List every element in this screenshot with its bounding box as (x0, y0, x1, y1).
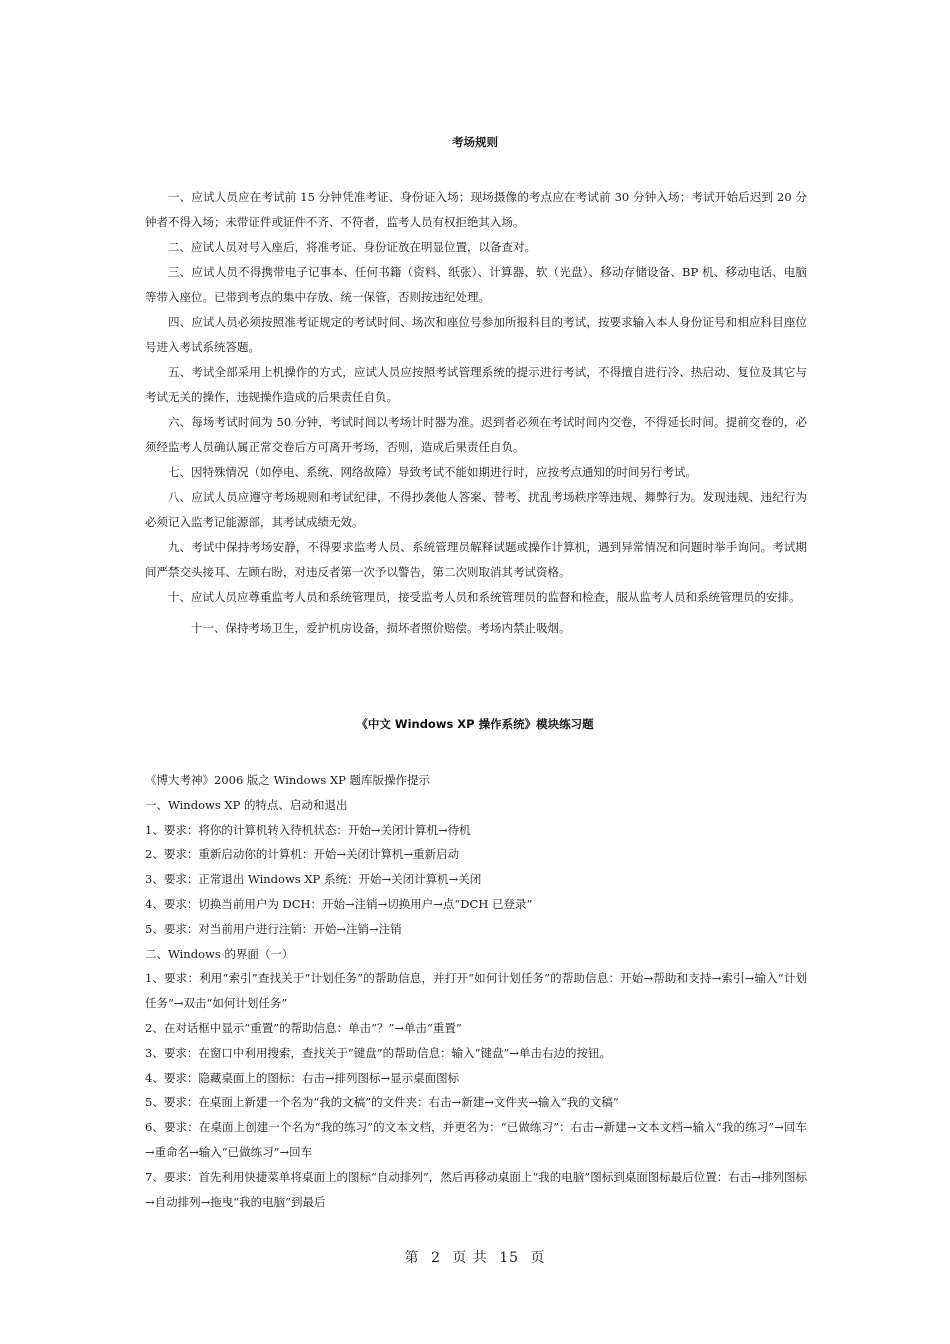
rule-paragraph-3: 三、应试人员不得携带电子记事本、任何书籍（资料、纸张）、计算器、软（光盘）、移动存储设备、BP 机、移动电话、电脑等带入座位。已带到考点的集中存放、统一保管，否则按违纪处理。 (145, 265, 807, 304)
current-page-number: 2 (430, 1250, 441, 1266)
module-line: 4、要求：切换当前用户为 DCH：开始→注销→切换用户→点“DCH 已登录” (145, 896, 533, 911)
section-heading: 二、Windows 的界面（一） (145, 946, 294, 961)
page-label-mid: 页 共 (452, 1250, 488, 1266)
rules-title: 考场规则 (452, 135, 498, 149)
module-title: 《中文 Windows XP 操作系统》模块练习题 (356, 717, 594, 731)
module-line: 5、要求：在桌面上新建一个名为“我的文稿”的文件夹：右击→新建→文件夹→输入“我的文稿” (145, 1095, 619, 1110)
rules-body (145, 185, 807, 641)
rule-paragraph-5: 五、考试全部采用上机操作的方式，应试人员应按照考试管理系统的提示进行考试，不得擅自进行冷、热启动、复位及其它与考试无关的操作，违规操作造成的后果责任自负。 (145, 365, 807, 404)
rule-paragraph-2: 二、应试人员对号入座后，将准考证、身份证放在明显位置，以备查对。 (168, 240, 536, 254)
rule-paragraph-4: 四、应试人员必须按照准考证规定的考试时间、场次和座位号参加所报科目的考试，按要求输入本人身份证号和相应科目座位号进入考试系统答题。 (145, 315, 807, 354)
module-line: 2、要求：重新启动你的计算机：开始→关闭计算机→重新启动 (145, 847, 460, 862)
module-line: 《博大考神》2006 版之 Windows XP 题库版操作提示 (145, 773, 431, 787)
rule-paragraph-7: 七、因特殊情况（如停电、系统、网络故障）导致考试不能如期进行时，应按考点通知的时间另行考试。 (168, 465, 697, 479)
module-line: 6、要求：在桌面上创建一个名为“我的练习”的文本文档，并更名为：“已做练习”：右击→新建→文本文档→输入“我的练习”→回车→重命名→输入“已做练习”→回车 (145, 1120, 807, 1159)
rule-paragraph-11: 十一、保持考场卫生，爱护机房设备，损坏者照价赔偿。考场内禁止吸烟。 (191, 621, 571, 635)
page-label-prefix: 第 (404, 1250, 420, 1266)
module-line: 2、在对话框中显示“重置”的帮助信息：单击“？”→单击“重置” (145, 1020, 462, 1035)
module-line: 5、要求：对当前用户进行注销：开始→注销→注销 (145, 921, 402, 936)
rule-paragraph-6: 六、每场考试时间为 50 分钟，考试时间以考场计时器为准。迟到者必须在考试时间内交卷，不得延长时间。提前交卷的，必须经监考人员确认属正常交卷后方可离开考场，否则，造成后果责任自负。 (145, 415, 807, 454)
page-label-suffix: 页 (530, 1250, 546, 1266)
rule-paragraph-8: 八、应试人员应遵守考场规则和考试纪律，不得抄袭他人答案、替考、扰乱考场秩序等违规、舞弊行为。发现违规、违纪行为必须记入监考记能源部，其考试成绩无效。 (145, 490, 807, 529)
module-line: 4、要求：隐藏桌面上的图标：右击→排列图标→显示桌面图标 (145, 1070, 460, 1085)
module-line: 1、要求：将你的计算机转入待机状态：开始→关闭计算机→待机 (145, 822, 471, 837)
section-heading: 一、Windows XP 的特点、启动和退出 (145, 797, 348, 812)
page-footer (0, 1247, 950, 1267)
rule-paragraph-10: 十、应试人员应尊重监考人员和系统管理员，接受监考人员和系统管理员的监督和检查，服从监考人员和系统管理员的安排。 (168, 590, 801, 604)
module-line: 1、要求：利用“索引”查找关于“计划任务”的帮助信息，并打开“如何计划任务”的帮助信息：开始→帮助和支持→索引→输入“计划任务”→双击“如何计划任务” (145, 971, 807, 1011)
module-line: 3、要求：在窗口中利用搜索，查找关于“键盘”的帮助信息：输入“键盘”→单击右边的按钮。 (145, 1045, 611, 1060)
rule-paragraph-9: 九、考试中保持考场安静，不得要求监考人员、系统管理员解释试题或操作计算机，遇到异常情况和问题时举手询问。考试期间严禁交头接耳、左顾右盼，对违反者第一次予以警告，第二次则取消其考试资格。 (145, 540, 807, 579)
module-line: 7、要求：首先利用快捷菜单将桌面上的图标“自动排列”，然后再移动桌面上“我的电脑”图标到桌面图标最后位置：右击→排列图标→自动排列→拖曳“我的电脑”到最后 (145, 1169, 807, 1209)
rule-paragraph-1: 一、应试人员应在考试前 15 分钟凭准考证、身份证入场；现场摄像的考点应在考试前 30 分钟入场；考试开始后迟到 20 分钟者不得入场；未带证件或证件不齐、不符者，监考人员有权拒绝其入场。 (145, 190, 807, 229)
total-pages-number: 15 (499, 1250, 520, 1266)
module-body (145, 768, 807, 1214)
module-line: 3、要求：正常退出 Windows XP 系统：开始→关闭计算机→关闭 (145, 872, 482, 887)
